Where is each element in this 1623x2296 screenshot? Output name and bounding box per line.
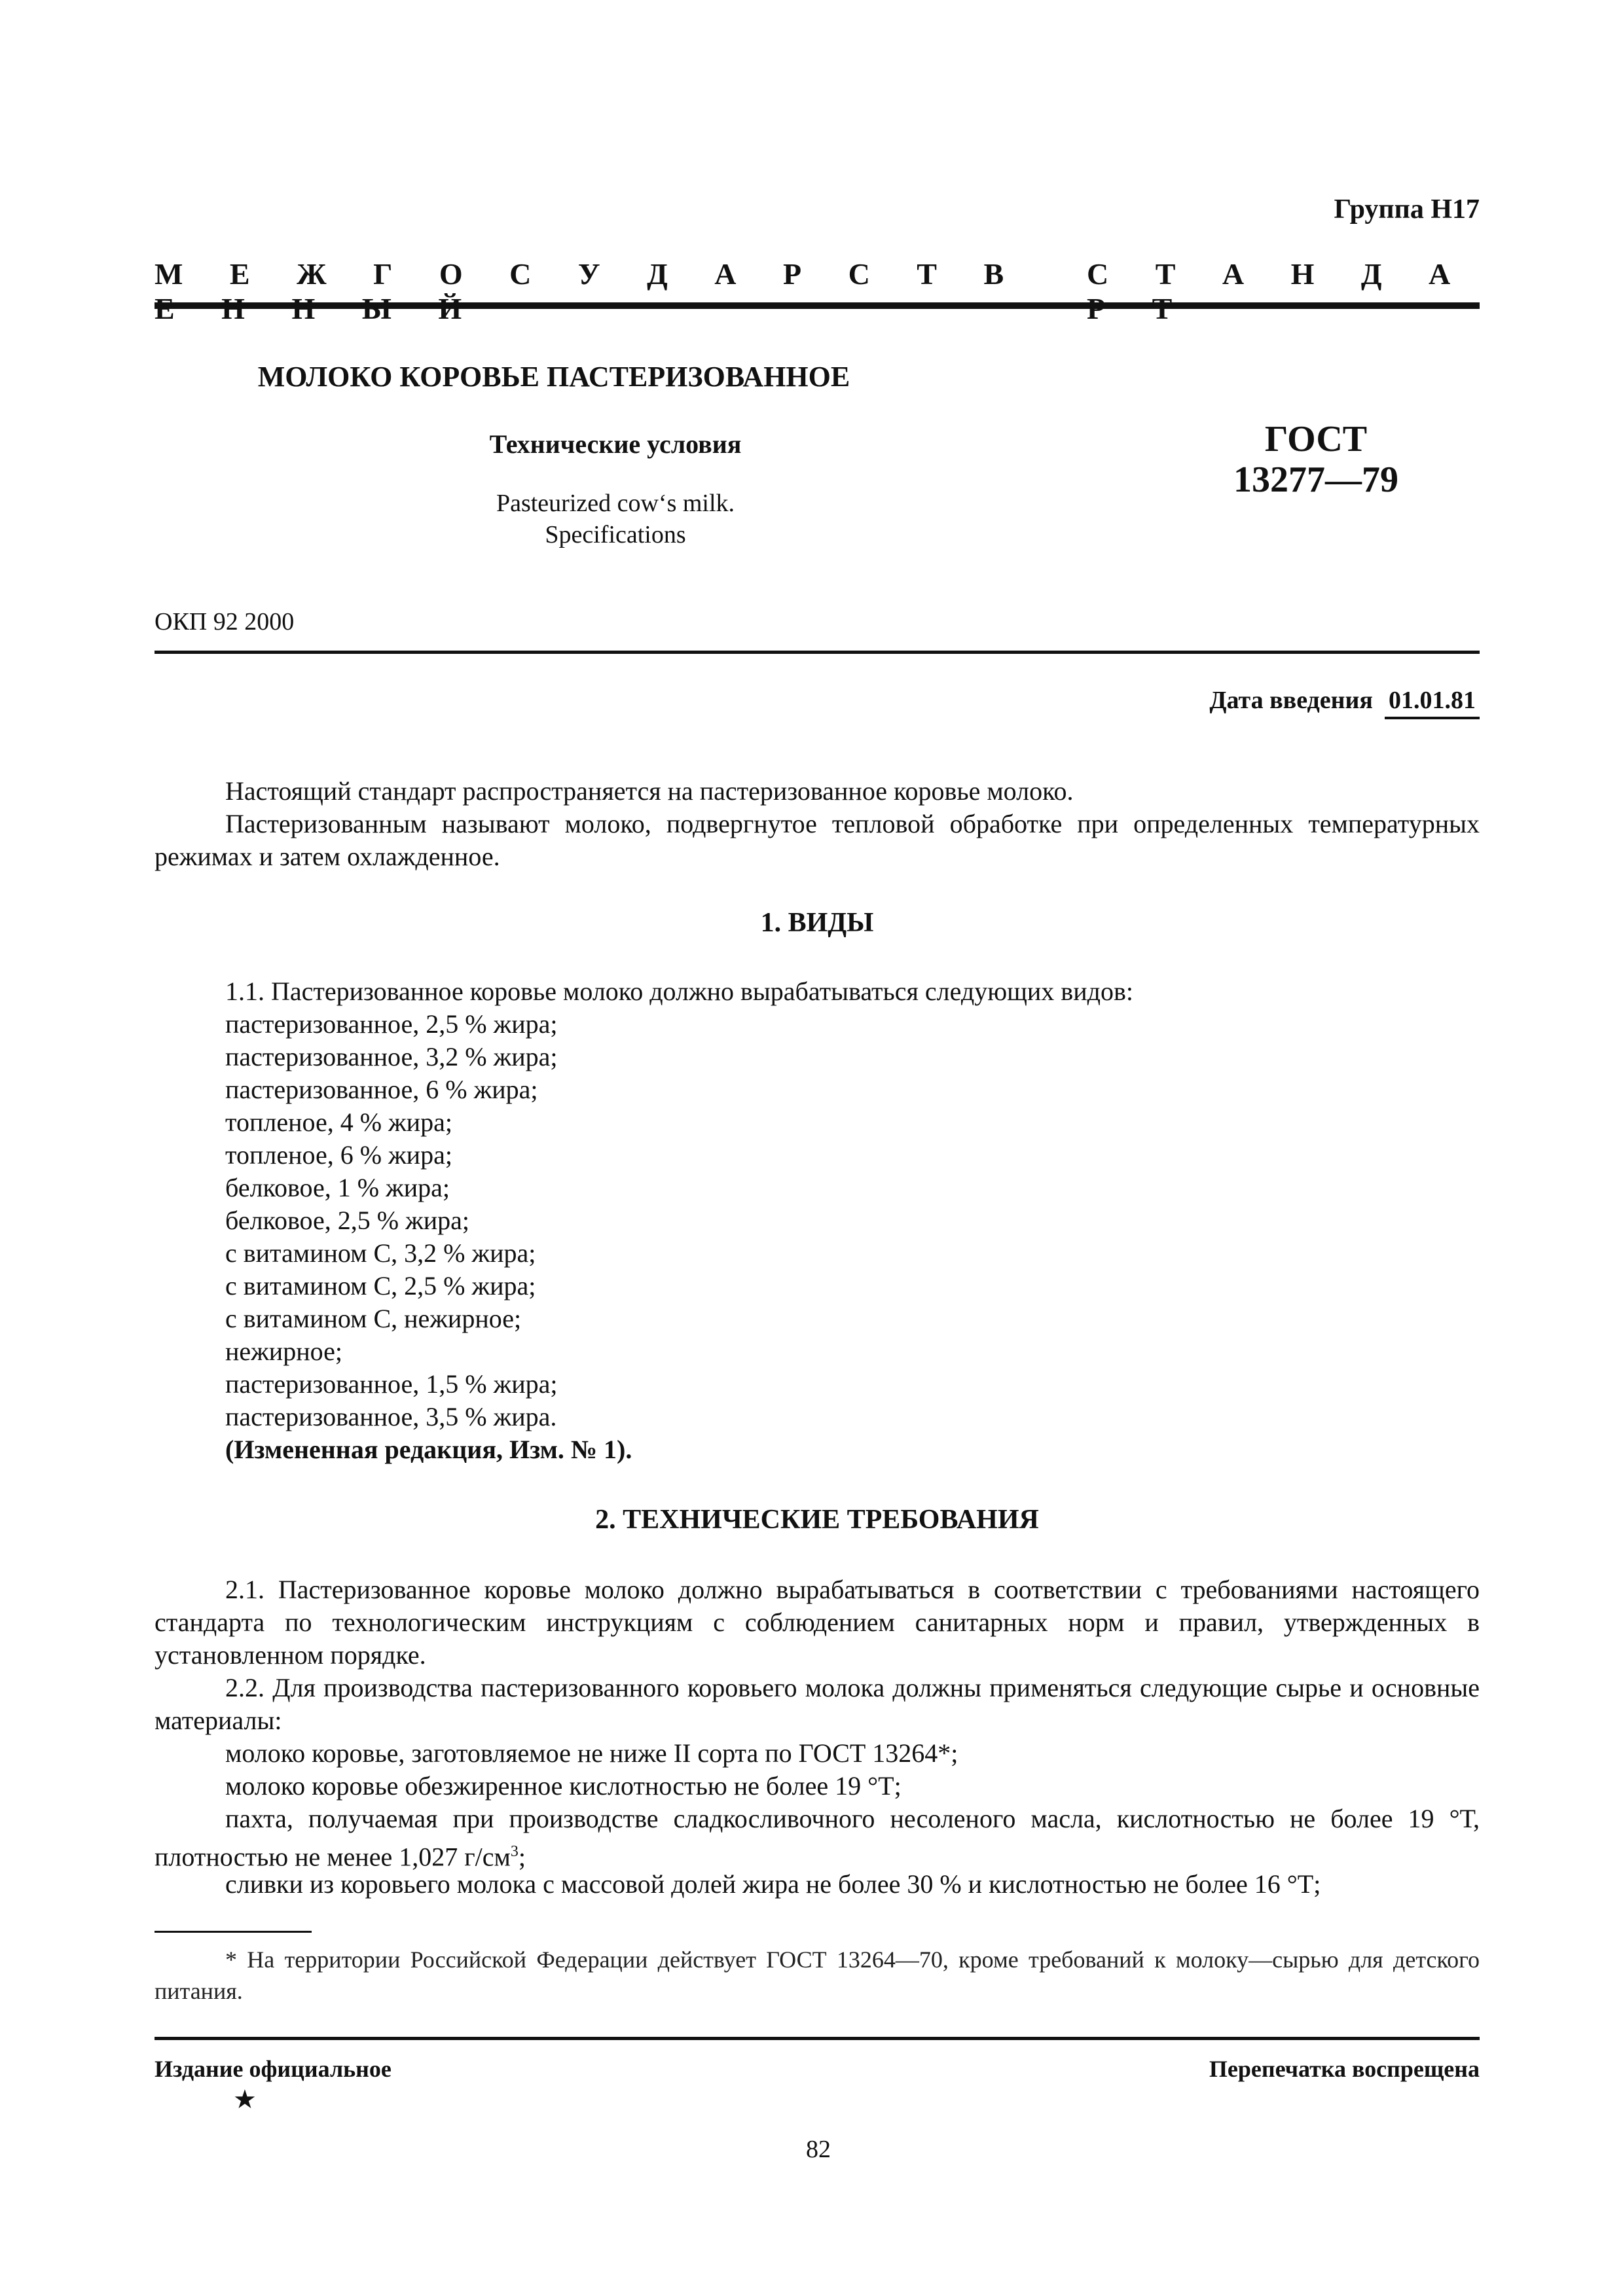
section-1-heading: 1. ВИДЫ bbox=[760, 908, 874, 938]
english-title-line1: Pasteurized cow‘s milk. bbox=[496, 490, 735, 517]
material-skim-milk: молоко коровье обезжиренное кислотностью не более 19 °Т; bbox=[225, 1771, 902, 1801]
list-item: пастеризованное, 1,5 % жира; bbox=[225, 1369, 558, 1399]
list-item: пастеризованное, 3,2 % жира; bbox=[225, 1042, 558, 1071]
footnote: * На территории Российской Федерации действует ГОСТ 13264—70, кроме требований к молоку—сырью для детского питания. bbox=[155, 1946, 1480, 2004]
list-item: пастеризованное, 2,5 % жира; bbox=[225, 1009, 558, 1039]
interstate-standard-banner bbox=[155, 257, 1480, 326]
group-code: Группа Н17 bbox=[1334, 194, 1480, 224]
list-item: белковое, 2,5 % жира; bbox=[225, 1206, 470, 1235]
title-rule bbox=[155, 651, 1480, 654]
section-2-heading: 2. ТЕХНИЧЕСКИЕ ТРЕБОВАНИЯ bbox=[595, 1505, 1039, 1535]
english-title bbox=[419, 488, 812, 550]
interstate-word: М Е Ж Г О С У Д А Р С Т В bbox=[155, 257, 1024, 291]
intro-paragraph-2: Пастеризованным называют молоко, подвергнутое тепловой обработке при определенных температурных режимах и затем охлажденное. bbox=[155, 809, 1480, 871]
english-title-line2: Specifications bbox=[545, 521, 686, 548]
list-item: белковое, 1 % жира; bbox=[225, 1173, 450, 1202]
list-item: с витамином С, 3,2 % жира; bbox=[225, 1238, 536, 1268]
official-edition: Издание официальное bbox=[155, 2056, 392, 2082]
list-item: топленое, 6 % жира; bbox=[225, 1140, 452, 1170]
clause-2-2: 2.2. Для производства пастеризованного коровьего молока должны применяться следующие сырье и основные материалы: bbox=[155, 1673, 1480, 1735]
star-icon: ★ bbox=[233, 2085, 257, 2114]
introduction-date bbox=[982, 686, 1480, 715]
header-rule bbox=[155, 302, 1480, 309]
gost-designation bbox=[1172, 419, 1460, 500]
gost-number: 13277—79 bbox=[1233, 459, 1398, 500]
list-item: пастеризованное, 6 % жира; bbox=[225, 1075, 538, 1104]
gost-label: ГОСТ bbox=[1264, 419, 1368, 459]
list-item: с витамином С, 2,5 % жира; bbox=[225, 1271, 536, 1300]
material-cow-milk: молоко коровье, заготовляемое не ниже II сорта по ГОСТ 13264*; bbox=[225, 1738, 958, 1768]
standard-word: С Т А Н Д А bbox=[1086, 257, 1470, 291]
document-subtitle: Технические условия bbox=[489, 429, 742, 459]
introduction-date-label: Дата введения bbox=[1209, 687, 1373, 714]
introduction-date-value: 01.01.81 bbox=[1385, 687, 1480, 719]
footnote-rule bbox=[155, 1931, 312, 1933]
clause-2-1: 2.1. Пастеризованное коровье молоко должно вырабатываться в соответствии с требованиями настоящего стандарта по технологическим инструкциям с соблюдением санитарных норм и правил, утвержденных в установленном порядке. bbox=[155, 1575, 1480, 1670]
list-item: нежирное; bbox=[225, 1336, 342, 1366]
material-buttermilk: пахта, получаемая при производстве сладкосливочного несоленого масла, кислотностью не более 19 °Т, плотностью не менее 1,027 $г/см^3$; bbox=[155, 1804, 1480, 1872]
document-title: МОЛОКО КОРОВЬЕ ПАСТЕРИЗОВАННОЕ bbox=[257, 361, 850, 393]
intro-paragraph-1: Настоящий стандарт распространяется на пастеризованное коровье молоко. bbox=[225, 776, 1074, 806]
milk-types-list bbox=[225, 1008, 1469, 1466]
material-cream: сливки из коровьего молока с массовой долей жира не более 30 % и кислотностью не более 16 °Т; bbox=[225, 1869, 1321, 1899]
list-item: топленое, 4 % жира; bbox=[225, 1107, 452, 1137]
footer-rule bbox=[155, 2037, 1480, 2040]
section-1-lead: 1.1. Пастеризованное коровье молоко должно вырабатываться следующих видов: bbox=[225, 977, 1133, 1006]
list-item: с витамином С, нежирное; bbox=[225, 1304, 522, 1333]
okp-code: ОКП 92 2000 bbox=[155, 608, 295, 636]
list-item: пастеризованное, 3,5 % жира. bbox=[225, 1402, 557, 1431]
page-number: 82 bbox=[806, 2136, 831, 2163]
amendment-note: (Измененная редакция, Изм. № 1). bbox=[225, 1435, 632, 1464]
reprint-prohibited: Перепечатка воспрещена bbox=[1209, 2056, 1480, 2082]
